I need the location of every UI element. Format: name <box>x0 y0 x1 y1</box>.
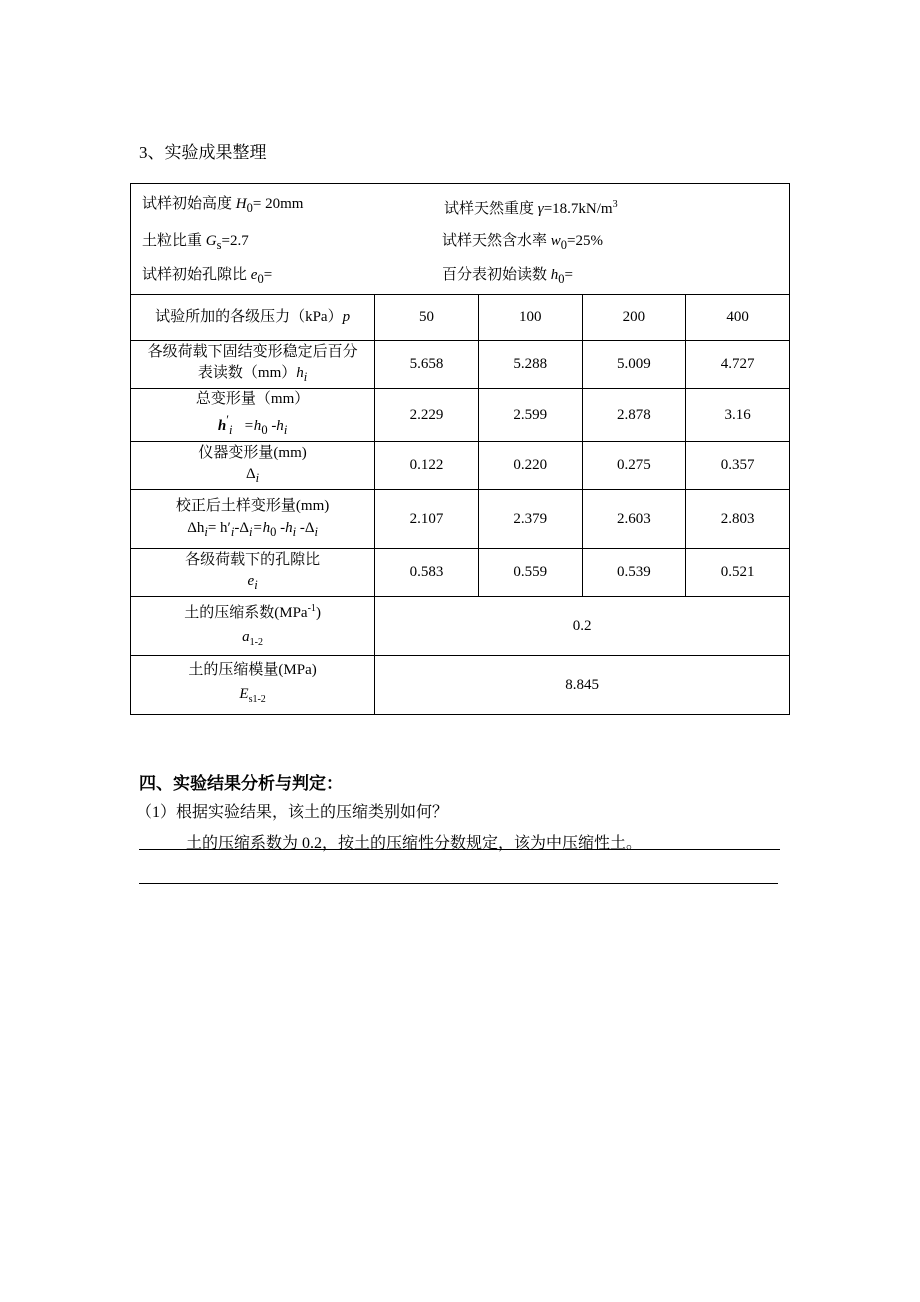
compression-modulus-row <box>131 656 790 715</box>
compression-coefficient-value: 0.2 <box>375 597 790 656</box>
dial-reading-cell: 5.658 <box>375 341 479 389</box>
compression-coefficient-row <box>131 597 790 656</box>
pressure-row <box>131 295 790 341</box>
natural-unit-weight: 试样天然重度 $\gamma=18.7kN/m^3$ <box>444 199 618 217</box>
question-1: （1）根据实验结果，该土的压缩类别如何？ <box>136 804 449 821</box>
answer-1: 土的压缩系数为 0.2，按土的压缩性分数规定，该为中压缩性土。 <box>186 835 643 852</box>
dial-reading-label: 各级荷载下固结变形稳定后百分 表读数$(mm)h_i$ <box>131 341 375 389</box>
pressure-cell: 100 <box>478 295 582 341</box>
pressure-cell: 200 <box>582 295 686 341</box>
sample-info-cell <box>131 184 790 295</box>
pressure-cell: 400 <box>686 295 790 341</box>
corrected-deformation-label: 校正后土样变形量(mm) $\Delta h_i= h'_i-\Delta_i=h_0$ $-h_i$ $-\Delta_i$ <box>131 490 375 549</box>
answer-line-1 <box>139 849 780 850</box>
pressure-cell: 50 <box>375 295 479 341</box>
answer-line-2 <box>139 883 778 884</box>
total-deformation-cell: 2.878 <box>582 389 686 442</box>
instrument-deformation-cell: 0.357 <box>686 442 790 490</box>
info-row <box>131 184 790 295</box>
dial-initial-reading: 百分表初始读数 $h_0=$ <box>442 267 573 286</box>
void-ratio-cell: 0.559 <box>478 549 582 597</box>
corrected-deformation-cell: 2.379 <box>478 490 582 549</box>
corrected-deformation-cell: 2.107 <box>375 490 479 549</box>
compression-modulus-value: 8.845 <box>375 656 790 715</box>
instrument-deformation-cell: 0.122 <box>375 442 479 490</box>
section-3-title: 3、实验成果整理 <box>139 143 267 162</box>
total-deformation-cell: 2.229 <box>375 389 479 442</box>
compression-coefficient-label: 土的压缩系数(MPa$^{-1}$) $a_{1-2}$ <box>131 597 375 656</box>
instrument-deformation-row <box>131 442 790 490</box>
total-deformation-cell: 2.599 <box>478 389 582 442</box>
corrected-deformation-cell: 2.603 <box>582 490 686 549</box>
initial-void-ratio: 试样初始孔隙比 $e_0=$ <box>142 267 273 286</box>
instrument-deformation-label: 仪器变形量(mm) $\Delta_i$ <box>131 442 375 490</box>
total-deformation-row <box>131 389 790 442</box>
dial-reading-cell: 4.727 <box>686 341 790 389</box>
corrected-deformation-cell: 2.803 <box>686 490 790 549</box>
section-4-title: 四、实验结果分析与判定： <box>139 774 343 793</box>
results-table <box>130 183 790 715</box>
compression-modulus-label: 土的压缩模量(MPa) $E_{s1-2}$ <box>131 656 375 715</box>
dial-reading-row <box>131 341 790 389</box>
void-ratio-label: 各级荷载下的孔隙比 $e_i$ <box>131 549 375 597</box>
dial-reading-cell: 5.009 <box>582 341 686 389</box>
total-deformation-cell: 3.16 <box>686 389 790 442</box>
void-ratio-cell: 0.539 <box>582 549 686 597</box>
corrected-deformation-row <box>131 490 790 549</box>
total-deformation-label: 总变形量（mm） $h'_i =h_0$ $-h_i$ <box>131 389 375 442</box>
instrument-deformation-cell: 0.275 <box>582 442 686 490</box>
void-ratio-cell: 0.521 <box>686 549 790 597</box>
dial-reading-cell: 5.288 <box>478 341 582 389</box>
natural-water-content: 试样天然含水率 $w_0=25\%$ <box>442 233 603 252</box>
void-ratio-row <box>131 549 790 597</box>
initial-height: 试样初始高度 $H_0= 20mm$ <box>142 196 304 215</box>
void-ratio-cell: 0.583 <box>375 549 479 597</box>
specific-gravity: 土粒比重 $G_s=2.7$ <box>142 233 249 252</box>
instrument-deformation-cell: 0.220 <box>478 442 582 490</box>
pressure-label: 试验所加的各级压力（kPa）p <box>131 295 375 341</box>
